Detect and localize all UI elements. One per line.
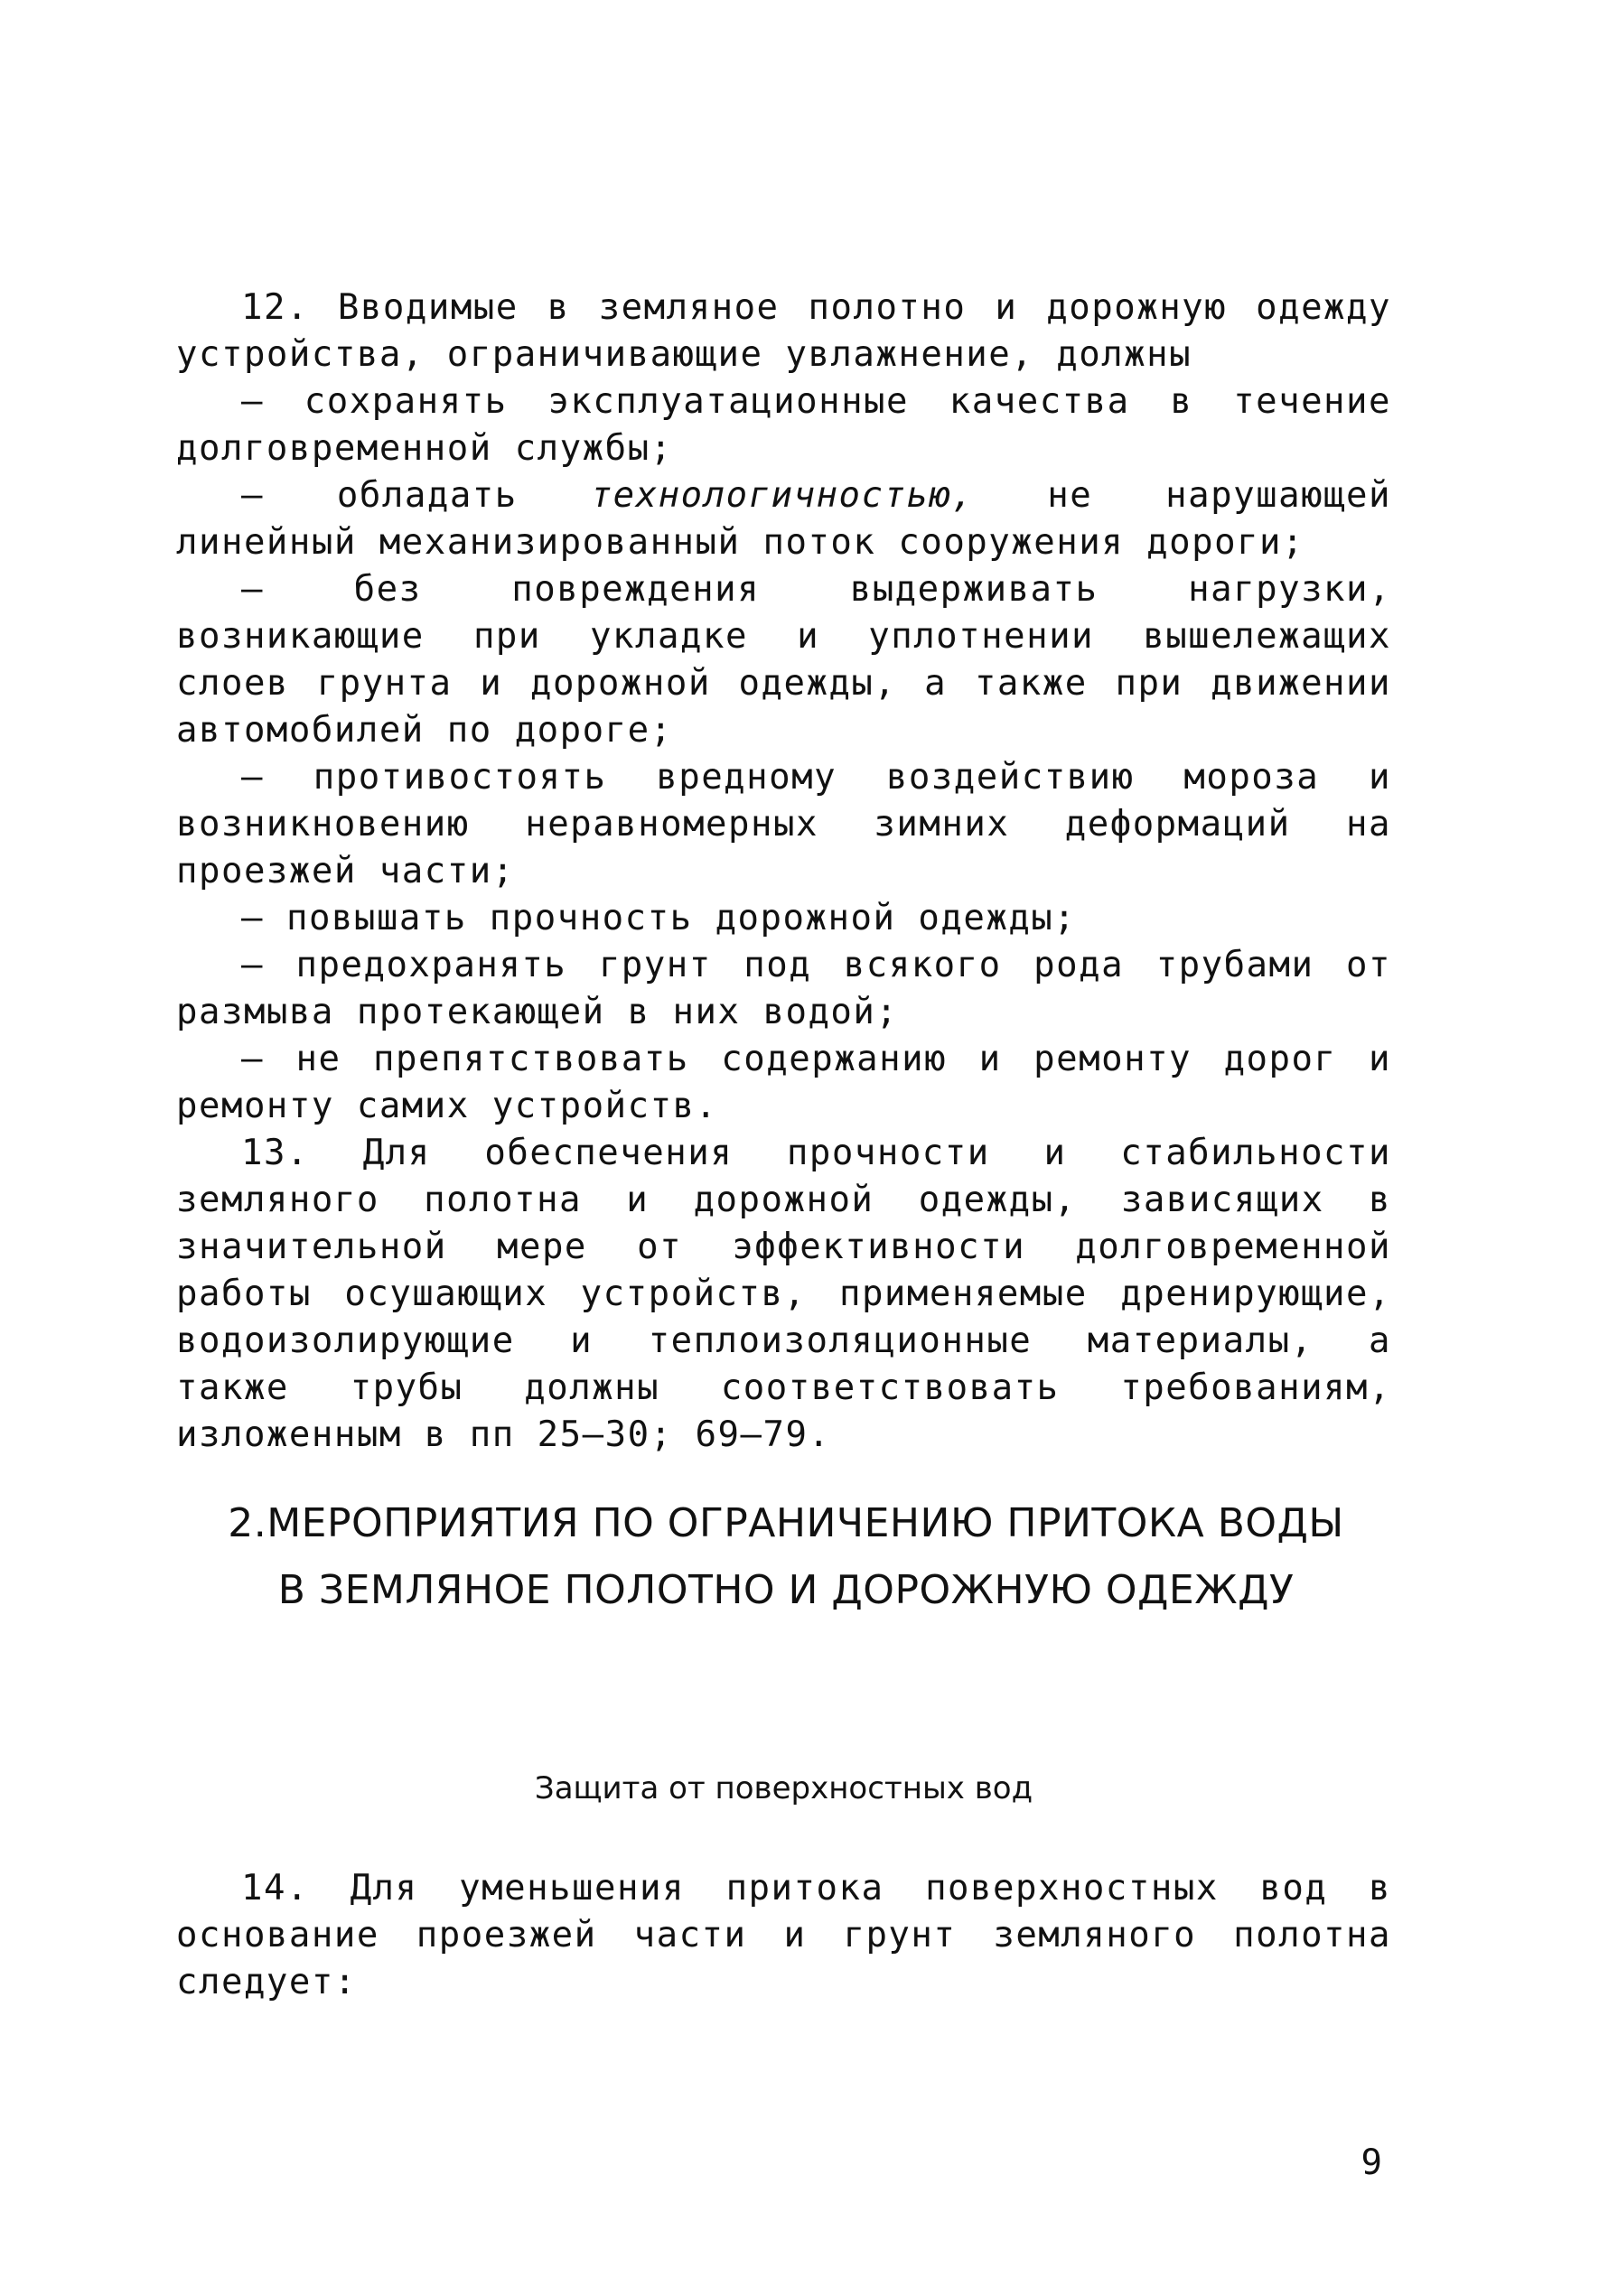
page-number: 9 [1361, 2142, 1382, 2183]
section-2-heading-line-2: В ЗЕМЛЯНОЕ ПОЛОТНО И ДОРОЖНУЮ ОДЕЖДУ [277, 1567, 1295, 1613]
section-1-body [176, 285, 1391, 1459]
section-2-heading-line-1: 2.МЕРОПРИЯТИЯ ПО ОГРАНИЧЕНИЮ ПРИТОКА ВОДЫ [228, 1500, 1344, 1546]
list-item-technology [176, 472, 1391, 566]
paragraph-13: 13. Для обеспечения прочности и стабильности земляного полотна и дорожной одежды, зависящих в значительной мере от эффективности долговременной работы осушающих устройств, применяемые дренирующие, водоизолирующие и теплоизоляционные материалы, а также трубы должны соответствовать требованиям, изложенным в пп 25–30; 69–79. [176, 1133, 1391, 1455]
section-2-body [176, 1865, 1391, 2006]
section-2-heading [163, 1490, 1409, 1624]
subsection-heading: Защита от поверхностных вод [534, 1770, 1033, 1806]
list-item-service-life: – сохранять эксплуатационные качества в течение долговременной службы; [176, 381, 1391, 469]
list-item-pipes: – предохранять грунт под всякого рода трубами от размыва протекающей в них водой; [176, 945, 1391, 1032]
list-item-technology-emphasis: технологичностью, [590, 475, 975, 516]
list-item-strength: – повышать прочность дорожной одежды; [241, 898, 1077, 938]
list-item-technology-suffix: не нарушающей линейный механизированный поток сооружения дороги; [176, 475, 1391, 563]
list-item-frost: – противостоять вредному воздействию мороза и возникновению неравномерных зимних деформаций на проезжей части; [176, 757, 1391, 891]
paragraph-14: 14. Для уменьшения притока поверхностных вод в основание проезжей части и грунт земляного полотна следует: [176, 1868, 1391, 2002]
list-item-maintenance: – не препятствовать содержанию и ремонту дорог и ремонту самих устройств. [176, 1039, 1391, 1126]
paragraph-12: 12. Вводимые в земляное полотно и дорожную одежду устройства, ограничивающие увлажнение, должны [176, 287, 1391, 375]
list-item-loads: – без повреждения выдерживать нагрузки, возникающие при укладке и уплотнении вышележащих слоев грунта и дорожной одежды, а также при движении автомобилей по дороге; [176, 569, 1391, 751]
list-item-technology-prefix: – обладать [241, 475, 591, 516]
